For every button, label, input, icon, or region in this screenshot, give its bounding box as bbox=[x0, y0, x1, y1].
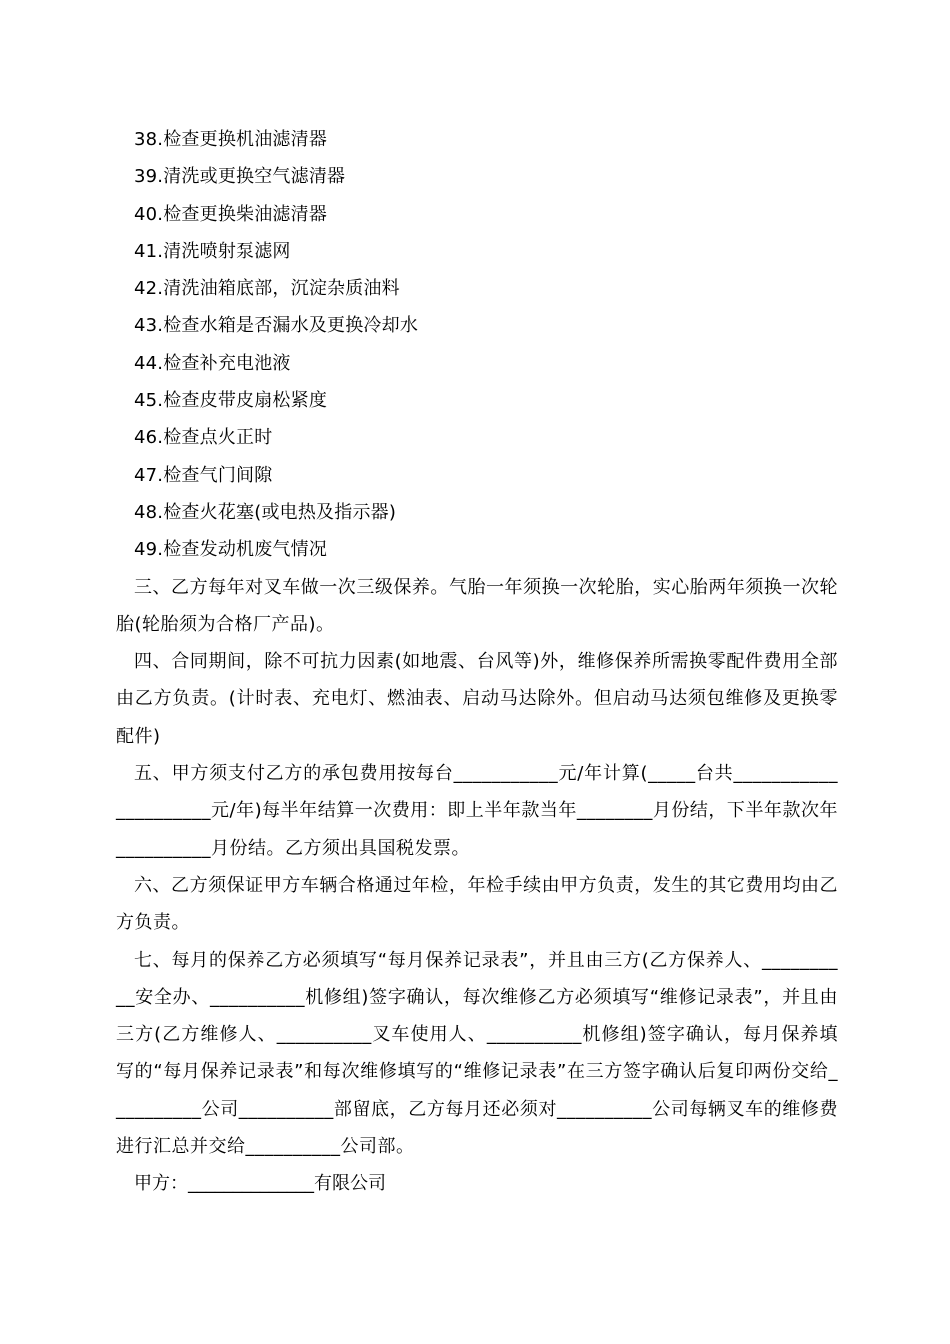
list-item: 49.检查发动机废气情况 bbox=[134, 539, 328, 561]
clause-4: 四、合同期间，除不可抗力因素(如地震、台风等)外，维修保养所需换零配件费用全部由乙方负责。(计时表、充电灯、燃油表、启动马达除外。但启动马达须包维修及更换零配件) bbox=[116, 651, 838, 747]
list-item: 38.检查更换机油滤清器 bbox=[134, 129, 328, 150]
list-item: 44.检查补充电池液 bbox=[134, 352, 291, 374]
list-item: 48.检查火花塞(或电热及指示器) bbox=[134, 501, 397, 523]
contract-body bbox=[116, 121, 838, 1203]
list-item: 43.检查水箱是否漏水及更换冷却水 bbox=[134, 315, 419, 337]
list-item: 47.检查气门间隙 bbox=[134, 464, 273, 486]
list-item: 45.检查皮带皮扇松紧度 bbox=[134, 390, 328, 412]
clause-5: 五、甲方须支付乙方的承包费用按每台___________元/年计算(_____台共_____________________元/年)每半年结算一次费用：即上半年款当年________月份结，下半年款次年__________月份结。乙方须出具国税发票。 bbox=[116, 763, 838, 859]
list-item: 42.清洗油箱底部，沉淀杂质油料 bbox=[134, 278, 400, 300]
clause-3: 三、乙方每年对叉车做一次三级保养。气胎一年须换一次轮胎，实心胎两年须换一次轮胎(轮胎须为合格厂产品)。 bbox=[116, 576, 838, 635]
clause-7: 七、每月的保养乙方必须填写“每月保养记录表”，并且由三方(乙方保养人、__________安全办、__________机修组)签字确认，每次维修乙方必须填写“维修记录表”，并且由三方(乙方维修人、__________叉车使用人、__________机修组)签字确认，每月保养填写的“每月保养记录表”和每次维修填写的“维修记录表”在三方签字确认后复印两份交给__________公司__________部留底，乙方每月还必须对__________公司每辆叉车的维修费进行汇总并交给__________公司部。 bbox=[116, 949, 839, 1158]
list-item: 46.检查点火正时 bbox=[134, 427, 273, 449]
list-item: 40.检查更换柴油滤清器 bbox=[134, 203, 328, 225]
list-item: 39.清洗或更换空气滤清器 bbox=[134, 166, 346, 188]
party-a-signature: 甲方：______________有限公司 bbox=[134, 1173, 386, 1195]
clause-6: 六、乙方须保证甲方车辆合格通过年检，年检手续由甲方负责，发生的其它费用均由乙方负责。 bbox=[116, 874, 838, 934]
list-item: 41.清洗喷射泵滤网 bbox=[134, 240, 291, 262]
